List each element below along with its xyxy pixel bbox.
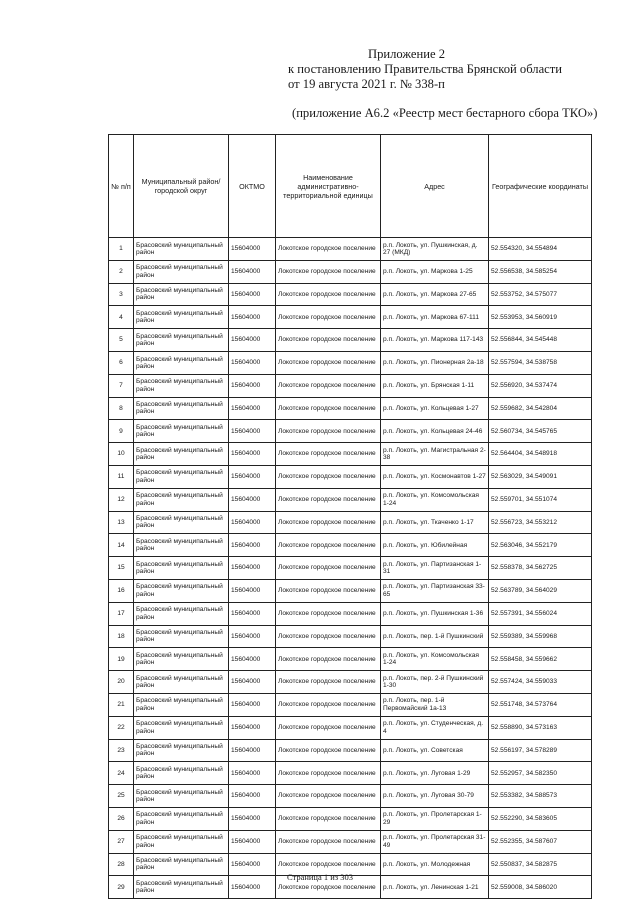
district-cell: Брасовский муниципальный район	[134, 716, 229, 739]
row-number: 24	[109, 762, 134, 785]
table-header-row	[109, 135, 592, 238]
row-number: 14	[109, 534, 134, 557]
row-number: 4	[109, 306, 134, 329]
address-cell: р.п. Локоть, ул. Луговая 30-79	[381, 785, 489, 808]
settlement-cell: Локотское городское поселение	[276, 329, 381, 352]
district-cell: Брасовский муниципальный район	[134, 648, 229, 671]
address-cell: р.п. Локоть, ул. Маркова 1-25	[381, 260, 489, 283]
oktmo-cell: 15604000	[229, 716, 276, 739]
district-cell: Брасовский муниципальный район	[134, 534, 229, 557]
address-cell: р.п. Локоть, ул. Ткаченко 1-17	[381, 511, 489, 534]
row-number: 28	[109, 853, 134, 876]
settlement-cell: Локотское городское поселение	[276, 374, 381, 397]
settlement-cell: Локотское городское поселение	[276, 488, 381, 511]
row-number: 18	[109, 625, 134, 648]
col-header-settlement: Наименование административно-территориальной единицы	[276, 135, 381, 238]
oktmo-cell: 15604000	[229, 579, 276, 602]
appendix-title: Приложение 2	[368, 47, 446, 61]
table-row	[109, 648, 592, 671]
oktmo-cell: 15604000	[229, 625, 276, 648]
district-cell: Брасовский муниципальный район	[134, 443, 229, 466]
address-cell: р.п. Локоть, ул. Партизанская 33-65	[381, 579, 489, 602]
row-number: 22	[109, 716, 134, 739]
address-cell: р.п. Локоть, ул. Кольцевая 24-46	[381, 420, 489, 443]
oktmo-cell: 15604000	[229, 465, 276, 488]
coordinates-cell: 52.559701, 34.551074	[489, 488, 592, 511]
district-cell: Брасовский муниципальный район	[134, 374, 229, 397]
district-cell: Брасовский муниципальный район	[134, 351, 229, 374]
row-number: 7	[109, 374, 134, 397]
coordinates-cell: 52.552957, 34.582350	[489, 762, 592, 785]
table-row	[109, 351, 592, 374]
table-row	[109, 443, 592, 466]
settlement-cell: Локотское городское поселение	[276, 238, 381, 261]
district-cell: Брасовский муниципальный район	[134, 807, 229, 830]
row-number: 26	[109, 807, 134, 830]
oktmo-cell: 15604000	[229, 238, 276, 261]
coordinates-cell: 52.550837, 34.582875	[489, 853, 592, 876]
coordinates-cell: 52.553752, 34.575077	[489, 283, 592, 306]
table-row	[109, 785, 592, 808]
table-row	[109, 306, 592, 329]
settlement-cell: Локотское городское поселение	[276, 260, 381, 283]
address-cell: р.п. Локоть, ул. Партизанская 1-31	[381, 557, 489, 580]
oktmo-cell: 15604000	[229, 283, 276, 306]
coordinates-cell: 52.557391, 34.556024	[489, 602, 592, 625]
coordinates-cell: 52.556920, 34.537474	[489, 374, 592, 397]
row-number: 23	[109, 739, 134, 762]
coordinates-cell: 52.559389, 34.559968	[489, 625, 592, 648]
table-row	[109, 283, 592, 306]
row-number: 21	[109, 693, 134, 716]
settlement-cell: Локотское городское поселение	[276, 716, 381, 739]
district-cell: Брасовский муниципальный район	[134, 830, 229, 853]
row-number: 11	[109, 465, 134, 488]
settlement-cell: Локотское городское поселение	[276, 693, 381, 716]
row-number: 20	[109, 671, 134, 694]
table-row	[109, 602, 592, 625]
oktmo-cell: 15604000	[229, 557, 276, 580]
row-number: 13	[109, 511, 134, 534]
settlement-cell: Локотское городское поселение	[276, 625, 381, 648]
register-title: (приложение А6.2 «Реестр мест бестарного сбора ТКО»)	[292, 106, 598, 120]
district-cell: Брасовский муниципальный район	[134, 579, 229, 602]
coordinates-cell: 52.556844, 34.545448	[489, 329, 592, 352]
coordinates-cell: 52.551748, 34.573764	[489, 693, 592, 716]
settlement-cell: Локотское городское поселение	[276, 830, 381, 853]
district-cell: Брасовский муниципальный район	[134, 397, 229, 420]
district-cell: Брасовский муниципальный район	[134, 511, 229, 534]
oktmo-cell: 15604000	[229, 693, 276, 716]
address-cell: р.п. Локоть, ул. Молодежная	[381, 853, 489, 876]
oktmo-cell: 15604000	[229, 534, 276, 557]
settlement-cell: Локотское городское поселение	[276, 648, 381, 671]
address-cell: р.п. Локоть, ул. Пушкинская, д. 27 (МКД)	[381, 238, 489, 261]
settlement-cell: Локотское городское поселение	[276, 579, 381, 602]
district-cell: Брасовский муниципальный район	[134, 260, 229, 283]
coordinates-cell: 52.556538, 34.585254	[489, 260, 592, 283]
address-cell: р.п. Локоть, ул. Пушкинская 1-36	[381, 602, 489, 625]
coordinates-cell: 52.553953, 34.560919	[489, 306, 592, 329]
address-cell: р.п. Локоть, ул. Студенческая, д. 4	[381, 716, 489, 739]
settlement-cell: Локотское городское поселение	[276, 557, 381, 580]
address-cell: р.п. Локоть, ул. Ленинская 1-21	[381, 876, 489, 899]
settlement-cell: Локотское городское поселение	[276, 739, 381, 762]
register-table	[108, 134, 592, 899]
address-cell: р.п. Локоть, ул. Маркова 67-111	[381, 306, 489, 329]
row-number: 1	[109, 238, 134, 261]
oktmo-cell: 15604000	[229, 329, 276, 352]
address-cell: р.п. Локоть, ул. Пролетарская 31-49	[381, 830, 489, 853]
settlement-cell: Локотское городское поселение	[276, 465, 381, 488]
table-row	[109, 238, 592, 261]
district-cell: Брасовский муниципальный район	[134, 739, 229, 762]
table-row	[109, 397, 592, 420]
address-cell: р.п. Локоть, ул. Магистральная 2-38	[381, 443, 489, 466]
district-cell: Брасовский муниципальный район	[134, 693, 229, 716]
district-cell: Брасовский муниципальный район	[134, 488, 229, 511]
settlement-cell: Локотское городское поселение	[276, 511, 381, 534]
table-row	[109, 716, 592, 739]
coordinates-cell: 52.557424, 34.559033	[489, 671, 592, 694]
address-cell: р.п. Локоть, пер. 2-й Пушкинский 1-30	[381, 671, 489, 694]
district-cell: Брасовский муниципальный район	[134, 557, 229, 580]
table-row	[109, 693, 592, 716]
settlement-cell: Локотское городское поселение	[276, 283, 381, 306]
row-number: 16	[109, 579, 134, 602]
address-cell: р.п. Локоть, ул. Брянская 1-11	[381, 374, 489, 397]
district-cell: Брасовский муниципальный район	[134, 420, 229, 443]
coordinates-cell: 52.556723, 34.553212	[489, 511, 592, 534]
coordinates-cell: 52.563029, 34.549091	[489, 465, 592, 488]
table-row	[109, 374, 592, 397]
address-cell: р.п. Локоть, ул. Кольцевая 1-27	[381, 397, 489, 420]
table-row	[109, 807, 592, 830]
oktmo-cell: 15604000	[229, 785, 276, 808]
settlement-cell: Локотское городское поселение	[276, 602, 381, 625]
coordinates-cell: 52.559008, 34.586020	[489, 876, 592, 899]
col-header-coordinates: Географические координаты	[489, 135, 592, 238]
oktmo-cell: 15604000	[229, 762, 276, 785]
district-cell: Брасовский муниципальный район	[134, 785, 229, 808]
address-cell: р.п. Локоть, ул. Пролетарская 1-29	[381, 807, 489, 830]
coordinates-cell: 52.563789, 34.564029	[489, 579, 592, 602]
coordinates-cell: 52.552290, 34.583605	[489, 807, 592, 830]
oktmo-cell: 15604000	[229, 443, 276, 466]
settlement-cell: Локотское городское поселение	[276, 762, 381, 785]
district-cell: Брасовский муниципальный район	[134, 762, 229, 785]
row-number: 15	[109, 557, 134, 580]
coordinates-cell: 52.552355, 34.587607	[489, 830, 592, 853]
table-row	[109, 511, 592, 534]
col-header-address: Адрес	[381, 135, 489, 238]
coordinates-cell: 52.558458, 34.559662	[489, 648, 592, 671]
row-number: 27	[109, 830, 134, 853]
table-row	[109, 329, 592, 352]
district-cell: Брасовский муниципальный район	[134, 602, 229, 625]
table-row	[109, 671, 592, 694]
resolution-reference: к постановлению Правительства Брянской области	[288, 62, 562, 76]
address-cell: р.п. Локоть, ул. Космонавтов 1-27	[381, 465, 489, 488]
coordinates-cell: 52.554320, 34.554894	[489, 238, 592, 261]
district-cell: Брасовский муниципальный район	[134, 671, 229, 694]
row-number: 5	[109, 329, 134, 352]
row-number: 2	[109, 260, 134, 283]
page-counter: Страница 1 из 303	[286, 872, 354, 882]
col-header-district: Муниципальный район/городской округ	[134, 135, 229, 238]
oktmo-cell: 15604000	[229, 853, 276, 876]
coordinates-cell: 52.564404, 34.548918	[489, 443, 592, 466]
oktmo-cell: 15604000	[229, 511, 276, 534]
oktmo-cell: 15604000	[229, 807, 276, 830]
address-cell: р.п. Локоть, пер. 1-й Первомайский 1а-13	[381, 693, 489, 716]
col-header-number: № п/п	[109, 135, 134, 238]
address-cell: р.п. Локоть, ул. Комсомольская 1-24	[381, 648, 489, 671]
row-number: 25	[109, 785, 134, 808]
district-cell: Брасовский муниципальный район	[134, 306, 229, 329]
oktmo-cell: 15604000	[229, 830, 276, 853]
oktmo-cell: 15604000	[229, 397, 276, 420]
row-number: 8	[109, 397, 134, 420]
address-cell: р.п. Локоть, ул. Маркова 117-143	[381, 329, 489, 352]
table-row	[109, 579, 592, 602]
settlement-cell: Локотское городское поселение	[276, 853, 381, 876]
address-cell: р.п. Локоть, ул. Юбилейная	[381, 534, 489, 557]
row-number: 19	[109, 648, 134, 671]
district-cell: Брасовский муниципальный район	[134, 876, 229, 899]
oktmo-cell: 15604000	[229, 351, 276, 374]
address-cell: р.п. Локоть, пер. 1-й Пушкинский	[381, 625, 489, 648]
district-cell: Брасовский муниципальный район	[134, 465, 229, 488]
oktmo-cell: 15604000	[229, 602, 276, 625]
table-row	[109, 420, 592, 443]
oktmo-cell: 15604000	[229, 648, 276, 671]
settlement-cell: Локотское городское поселение	[276, 351, 381, 374]
coordinates-cell: 52.563046, 34.552179	[489, 534, 592, 557]
address-cell: р.п. Локоть, ул. Пионерная 2а-18	[381, 351, 489, 374]
row-number: 17	[109, 602, 134, 625]
row-number: 3	[109, 283, 134, 306]
coordinates-cell: 52.559682, 34.542804	[489, 397, 592, 420]
table-row	[109, 534, 592, 557]
oktmo-cell: 15604000	[229, 739, 276, 762]
row-number: 29	[109, 876, 134, 899]
district-cell: Брасовский муниципальный район	[134, 283, 229, 306]
table-row	[109, 488, 592, 511]
coordinates-cell: 52.558890, 34.573163	[489, 716, 592, 739]
settlement-cell: Локотское городское поселение	[276, 534, 381, 557]
table-row	[109, 739, 592, 762]
district-cell: Брасовский муниципальный район	[134, 238, 229, 261]
oktmo-cell: 15604000	[229, 876, 276, 899]
table-row	[109, 465, 592, 488]
coordinates-cell: 52.557594, 34.538758	[489, 351, 592, 374]
row-number: 6	[109, 351, 134, 374]
oktmo-cell: 15604000	[229, 671, 276, 694]
oktmo-cell: 15604000	[229, 374, 276, 397]
settlement-cell: Локотское городское поселение	[276, 420, 381, 443]
district-cell: Брасовский муниципальный район	[134, 625, 229, 648]
col-header-oktmo: ОКТМО	[229, 135, 276, 238]
resolution-date: от 19 августа 2021 г. № 338-п	[288, 77, 445, 91]
settlement-cell: Локотское городское поселение	[276, 876, 381, 899]
settlement-cell: Локотское городское поселение	[276, 443, 381, 466]
table-row	[109, 260, 592, 283]
row-number: 10	[109, 443, 134, 466]
district-cell: Брасовский муниципальный район	[134, 853, 229, 876]
address-cell: р.п. Локоть, ул. Советская	[381, 739, 489, 762]
settlement-cell: Локотское городское поселение	[276, 785, 381, 808]
coordinates-cell: 52.558378, 34.562725	[489, 557, 592, 580]
coordinates-cell: 52.560734, 34.545765	[489, 420, 592, 443]
settlement-cell: Локотское городское поселение	[276, 397, 381, 420]
oktmo-cell: 15604000	[229, 260, 276, 283]
settlement-cell: Локотское городское поселение	[276, 306, 381, 329]
coordinates-cell: 52.556197, 34.578289	[489, 739, 592, 762]
table-row	[109, 557, 592, 580]
address-cell: р.п. Локоть, ул. Маркова 27-65	[381, 283, 489, 306]
coordinates-cell: 52.553382, 34.588573	[489, 785, 592, 808]
row-number: 9	[109, 420, 134, 443]
oktmo-cell: 15604000	[229, 306, 276, 329]
settlement-cell: Локотское городское поселение	[276, 671, 381, 694]
table-row	[109, 625, 592, 648]
address-cell: р.п. Локоть, ул. Луговая 1-29	[381, 762, 489, 785]
oktmo-cell: 15604000	[229, 488, 276, 511]
settlement-cell: Локотское городское поселение	[276, 807, 381, 830]
address-cell: р.п. Локоть, ул. Комсомольская 1-24	[381, 488, 489, 511]
table-row	[109, 830, 592, 853]
oktmo-cell: 15604000	[229, 420, 276, 443]
district-cell: Брасовский муниципальный район	[134, 329, 229, 352]
table-row	[109, 762, 592, 785]
row-number: 12	[109, 488, 134, 511]
